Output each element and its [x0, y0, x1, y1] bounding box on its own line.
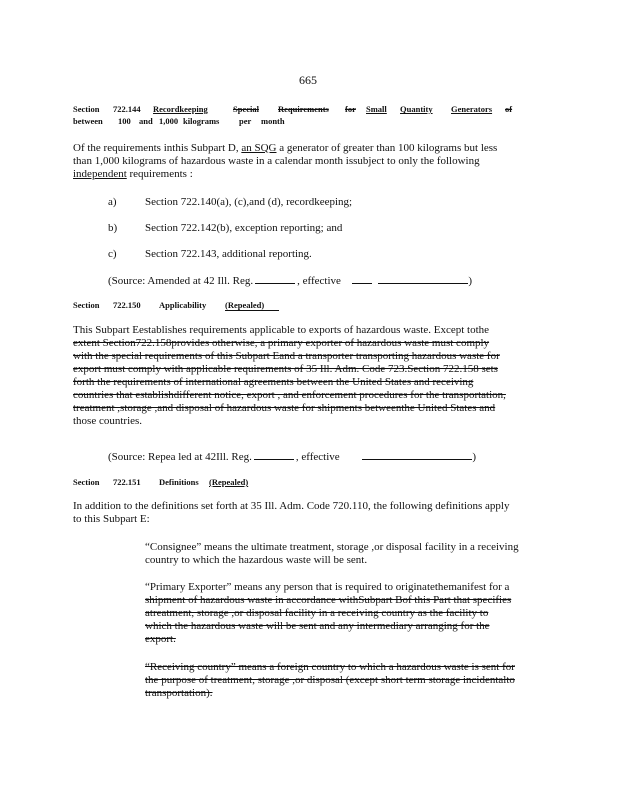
heading-word: Special: [233, 104, 259, 114]
source-note: (Source: Amended at 42 Ill. Reg. , effective ): [108, 275, 473, 287]
heading-word: Generators: [451, 104, 493, 114]
definition-primary-exporter-struck: export.: [145, 633, 176, 645]
heading-word: 1,000: [159, 116, 179, 126]
paragraph-line: Of the requirements inthis Subpart D, an SQG a generator of greater than 100 kilograms but less: [73, 142, 498, 154]
blank-line: [254, 450, 294, 460]
paragraph-line-struck: forth the requirements of international agreements between the United States and receiving: [73, 376, 474, 388]
definition-receiving-country-struck: “Receiving country” means a foreign country to which a hazardous waste is sent for: [145, 661, 515, 673]
heading-word: Quantity: [400, 104, 433, 114]
heading-word: Requirements: [278, 104, 329, 114]
list-item: Section 722.140(a), (c),and (d), recordkeeping;: [145, 196, 353, 208]
heading-word: Small: [366, 104, 387, 114]
paragraph-line: independent requirements :: [73, 168, 193, 180]
definition-consignee: “Consignee” means the ultimate treatment, storage ,or disposal facility in a receiving: [145, 541, 519, 553]
blank-line: [255, 274, 295, 284]
paragraph-line-struck: treatment ,storage ,and disposal of hazardous waste for shipments betweenthe United States and: [73, 402, 496, 414]
list-item: Section 722.142(b), exception reporting; and: [145, 222, 343, 234]
paragraph-line-struck: extent Section722.158provides otherwise, a primary exporter of hazardous waste must comply: [73, 337, 490, 349]
heading-word: and: [139, 116, 153, 126]
definition-receiving-country-struck: transportation).: [145, 687, 213, 699]
heading-word: per: [239, 116, 252, 126]
paragraph-line-struck: export must comply with applicable requirements of 35 Ill. Adm. Code 723.Section 722.158 sets: [73, 363, 498, 375]
heading-number: 722.144: [113, 104, 141, 114]
definition-consignee: country to which the hazardous waste will be sent.: [145, 554, 368, 566]
blank-line: [352, 274, 372, 284]
heading-label: Section: [73, 477, 100, 487]
heading-number: 722.150: [113, 300, 141, 310]
heading-title: Applicability: [159, 300, 207, 310]
page-number: 665: [299, 73, 317, 87]
heading-word: Recordkeeping: [153, 104, 208, 114]
definition-receiving-country-struck: the purpose of treatment, storage ,or disposal (except short term storage incidentalto: [145, 674, 515, 686]
heading-word: for: [345, 104, 356, 114]
heading-word: 100: [118, 116, 131, 126]
definition-primary-exporter-struck: shipment of hazardous waste in accordance withSubpart Bof this Part that specifies: [145, 594, 512, 606]
heading-word: kilograms: [183, 116, 220, 126]
list-item-marker: c): [108, 248, 117, 260]
list-item-marker: b): [108, 222, 118, 234]
heading-status: (Repealed): [209, 477, 249, 487]
definition-primary-exporter-struck: which the hazardous waste will be sent and any intermediary arranging for the: [145, 620, 490, 632]
heading-status: (Repealed): [225, 300, 279, 311]
heading-word: between: [73, 116, 103, 126]
list-item-marker: a): [108, 196, 117, 208]
heading-title: Definitions: [159, 477, 199, 487]
paragraph-line: This Subpart Eestablishes requirements applicable to exports of hazardous waste. Except tothe: [73, 324, 490, 336]
blank-line: [378, 274, 468, 284]
heading-word: of: [505, 104, 513, 114]
definition-primary-exporter-struck: atreatment, storage ,or disposal facility in a receiving country as the facility to: [145, 607, 489, 619]
paragraph-line: to this Subpart E:: [73, 513, 150, 525]
paragraph-line: In addition to the definitions set forth at 35 Ill. Adm. Code 720.110, the following definitions apply: [73, 500, 510, 512]
heading-word: month: [261, 116, 285, 126]
blank-line: [362, 450, 472, 460]
paragraph-line: than 1,000 kilograms of hazardous waste in a calendar month issubject to only the following: [73, 155, 480, 167]
paragraph-line-struck: countries that establishdifferent notice, export , and enforcement procedures for the transportation,: [73, 389, 506, 401]
paragraph-line: those countries.: [73, 415, 143, 427]
source-note: (Source: Repea led at 42Ill. Reg. , effective ): [108, 451, 477, 463]
heading-label: Section: [73, 104, 100, 114]
heading-number: 722.151: [113, 477, 141, 487]
paragraph-line-struck: with the special requirements of this Subpart Eand a transporter transporting hazardous waste for: [73, 350, 500, 362]
list-item: Section 722.143, additional reporting.: [145, 248, 312, 260]
heading-label: Section: [73, 300, 100, 310]
definition-primary-exporter: “Primary Exporter” means any person that is required to originatethemanifest for a: [145, 581, 510, 593]
